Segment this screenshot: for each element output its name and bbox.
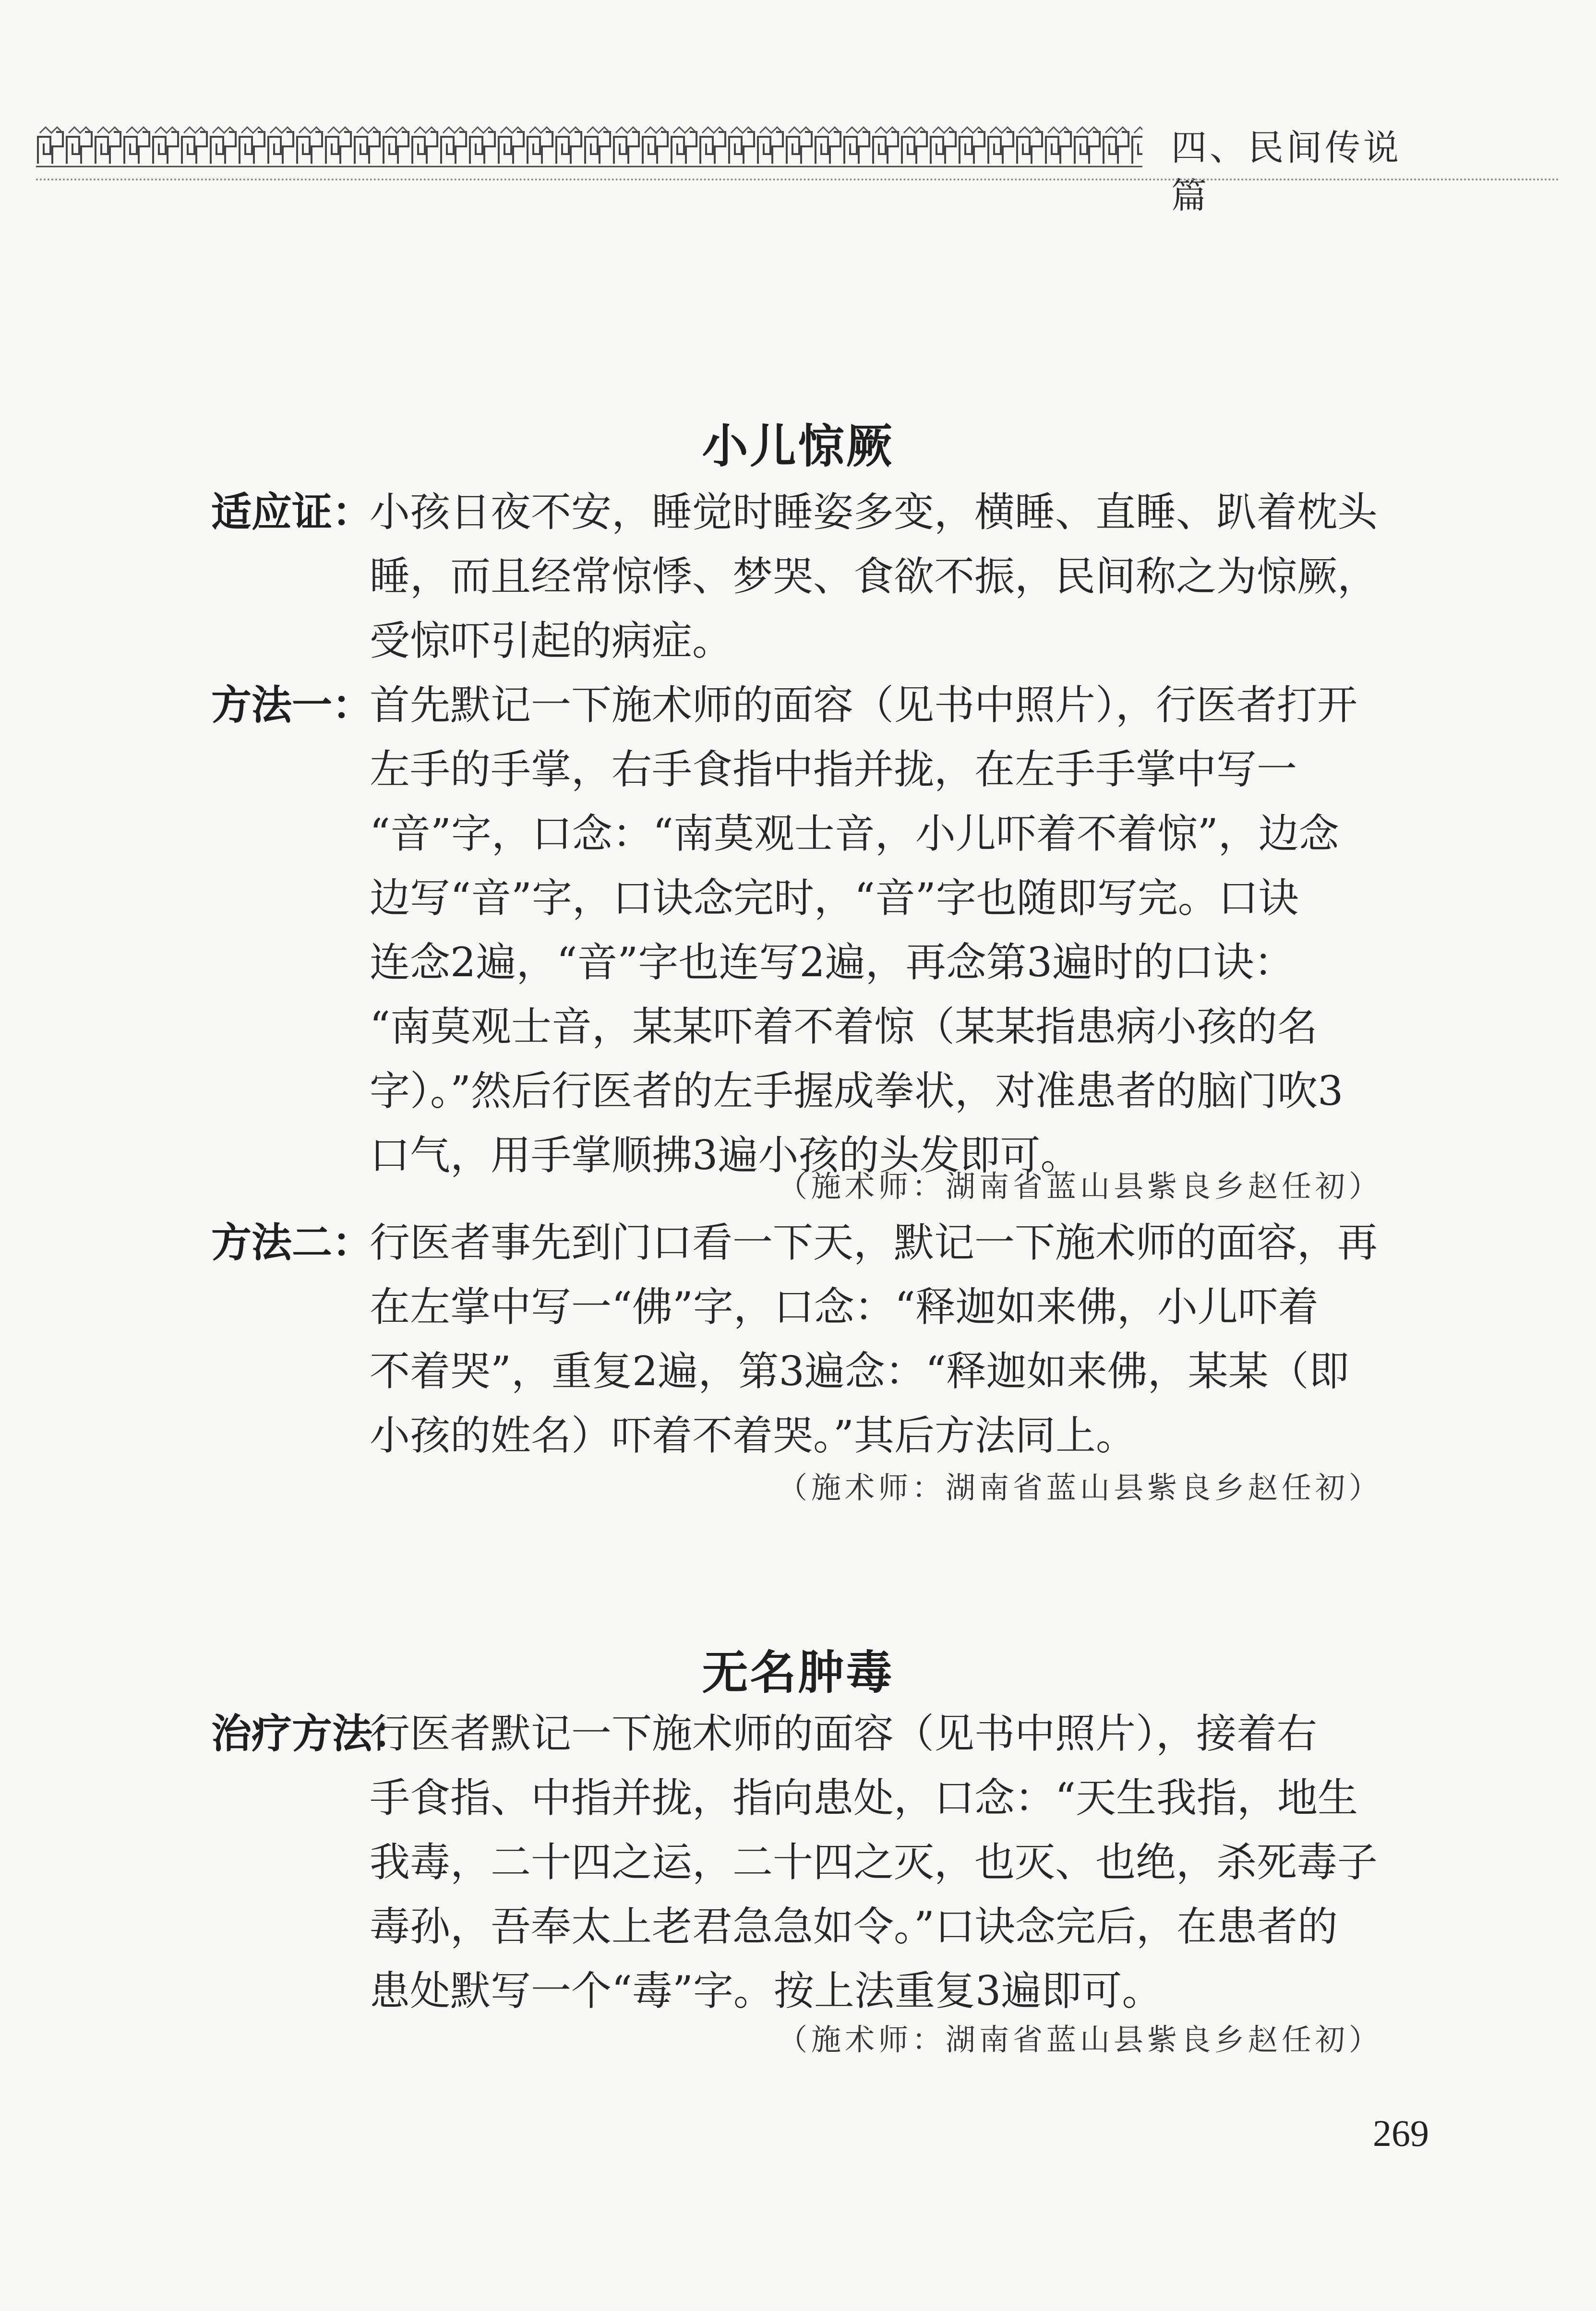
label-indications: 适应证： bbox=[211, 489, 373, 536]
body-line: 行医者事先到门口看一下天，默记一下施术师的面容，再 bbox=[370, 1219, 1378, 1266]
body-line: 行医者默记一下施术师的面容（见书中照片），接着右 bbox=[370, 1710, 1318, 1757]
body-line: 手食指、中指并拢，指向患处，口念：“天生我指，地生 bbox=[370, 1774, 1358, 1821]
body-line: 患处默写一个“毒”字。按上法重复3遍即可。 bbox=[370, 1967, 1163, 2014]
body-line: 左手的手掌，右手食指中指并拢，在左手手掌中写一 bbox=[370, 746, 1297, 793]
label-treatment-method: 治疗方法： bbox=[211, 1710, 413, 1757]
body-line: 睡，而且经常惊悸、梦哭、食欲不振，民间称之为惊厥， bbox=[370, 553, 1378, 600]
body-line: “南莫观士音，某某吓着不着惊（某某指患病小孩的名 bbox=[370, 1003, 1318, 1050]
body-line: 小孩的姓名）吓着不着哭。”其后方法同上。 bbox=[370, 1412, 1136, 1459]
body-line: 字）。”然后行医者的左手握成拳状，对准患者的脑门吹3 bbox=[370, 1067, 1344, 1114]
decorative-border-band bbox=[36, 122, 1142, 170]
body-line: 口气，用手掌顺拂3遍小孩的头发即可。 bbox=[370, 1132, 1081, 1179]
section-title: 小儿惊厥 bbox=[702, 419, 894, 473]
body-line: 连念2遍，“音”字也连写2遍，再念第3遍时的口诀： bbox=[370, 939, 1295, 986]
label-method-two: 方法二： bbox=[211, 1219, 373, 1266]
body-line: 受惊吓引起的病症。 bbox=[370, 617, 733, 664]
label-method-one: 方法一： bbox=[211, 682, 373, 729]
citation: （施术师：湖南省蓝山县紫良乡赵任初） bbox=[777, 1470, 1382, 1505]
body-line: 在左掌中写一“佛”字，口念：“释迦如来佛，小儿吓着 bbox=[370, 1283, 1319, 1330]
chapter-header: 四、民间传说篇 bbox=[1171, 127, 1402, 216]
header-divider bbox=[36, 179, 1560, 180]
body-line: 不着哭”，重复2遍，第3遍念：“释迦如来佛，某某（即 bbox=[370, 1348, 1349, 1395]
body-line: 毒孙，吾奉太上老君急急如令。”口诀念完后，在患者的 bbox=[370, 1903, 1338, 1950]
body-line: “音”字，口念：“南莫观士音，小儿吓着不着惊”，边念 bbox=[370, 810, 1339, 857]
body-line: 首先默记一下施术师的面容（见书中照片），行医者打开 bbox=[370, 682, 1358, 729]
body-line: 我毒，二十四之运，二十四之灭，也灭、也绝，杀死毒子 bbox=[370, 1839, 1378, 1886]
citation: （施术师：湖南省蓝山县紫良乡赵任初） bbox=[777, 1169, 1382, 1204]
page-number: 269 bbox=[1373, 2112, 1429, 2154]
body-line: 边写“音”字，口诀念完时，“音”字也随即写完。口诀 bbox=[370, 874, 1299, 922]
citation: （施术师：湖南省蓝山县紫良乡赵任初） bbox=[777, 2022, 1382, 2057]
section-title: 无名肿毒 bbox=[702, 1645, 894, 1700]
body-line: 小孩日夜不安，睡觉时睡姿多变，横睡、直睡、趴着枕头 bbox=[370, 489, 1378, 536]
